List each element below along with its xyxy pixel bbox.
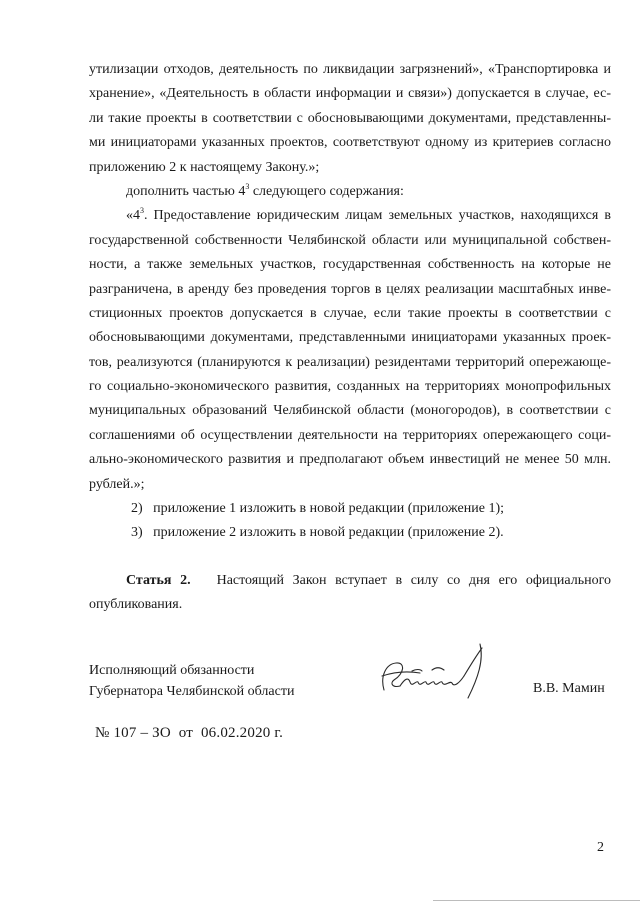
text-fragment: следующего содержания: — [249, 183, 404, 199]
signer-title — [89, 660, 294, 702]
list-item: 3) приложение 2 изложить в новой редакции (приложение 2). — [131, 525, 504, 541]
text-line — [126, 180, 611, 204]
text-line: хранение», «Деятельность в области информации и связи») допускается в случае, ес- — [89, 86, 611, 102]
text-line: ли такие проекты в соответствии с обосновывающими документами, представленны- — [89, 110, 611, 126]
footer-divider — [433, 900, 640, 901]
article-text-cont: опубликования. — [89, 597, 183, 613]
text-line: обосновывающими документами, представленными инициаторами указанных проек- — [89, 330, 611, 346]
signer-name: В.В. Мамин — [533, 681, 605, 696]
text-line — [126, 204, 611, 228]
text-fragment: дополнить частью 4 — [126, 183, 246, 199]
text-line: соглашениями об осуществлении деятельности на территориях опережающего соци- — [89, 427, 611, 443]
text-line: стиционных проектов допускается в случае, если такие проекты в соответствии с — [89, 305, 611, 321]
text-line: утилизации отходов, деятельность по ликвидации загрязнений», «Транспортировка и — [89, 62, 611, 77]
text-line: разграничена, в аренду без проведения торгов в целях реализации масштабных инве- — [89, 281, 611, 297]
handwritten-signature — [372, 636, 500, 706]
text-line: государственной собственности Челябинской области или муниципальной собствен- — [89, 232, 611, 248]
text-line: муниципальных образований Челябинской области (моногородов), в соответствии с — [89, 403, 611, 419]
text-line: ми инициаторами указанных проектов, соответствуют одному из критериев согласно — [89, 135, 611, 151]
list-item: 2) приложение 1 изложить в новой редакции (приложение 1); — [131, 501, 505, 517]
page-number: 2 — [597, 840, 604, 855]
text-line: приложению 2 к настоящему Закону.»; — [89, 159, 320, 175]
document-body — [89, 58, 611, 618]
superscript: 3 — [245, 181, 250, 191]
text-line: ально-экономического развития и предполагают объем инвестиций не менее 50 млн. — [89, 452, 611, 468]
signer-title-line: Исполняющий обязанности — [89, 663, 255, 678]
article-heading: Статья 2. — [126, 572, 191, 588]
text-line: го социально-экономического развития, созданных на территориях монопрофильных — [89, 379, 611, 395]
text-line: ности, а также земельных участков, государственная собственность на которые не — [89, 257, 611, 273]
superscript: 3 — [140, 206, 144, 216]
text-fragment: «4 — [126, 208, 140, 224]
law-number: № 107 – ЗО от 06.02.2020 г. — [95, 725, 284, 741]
text-line: тов, реализуются (планируются к реализации) резидентами территорий опережающе- — [89, 354, 611, 370]
text-fragment: . Предоставление юридическим лицам земельных участков, находящихся в — [144, 208, 611, 224]
article-text: Настоящий Закон вступает в силу со дня его официального — [216, 572, 612, 588]
signer-title-line: Губернатора Челябинской области — [89, 684, 295, 699]
text-line: рублей.»; — [89, 476, 145, 492]
article-line — [126, 569, 611, 593]
